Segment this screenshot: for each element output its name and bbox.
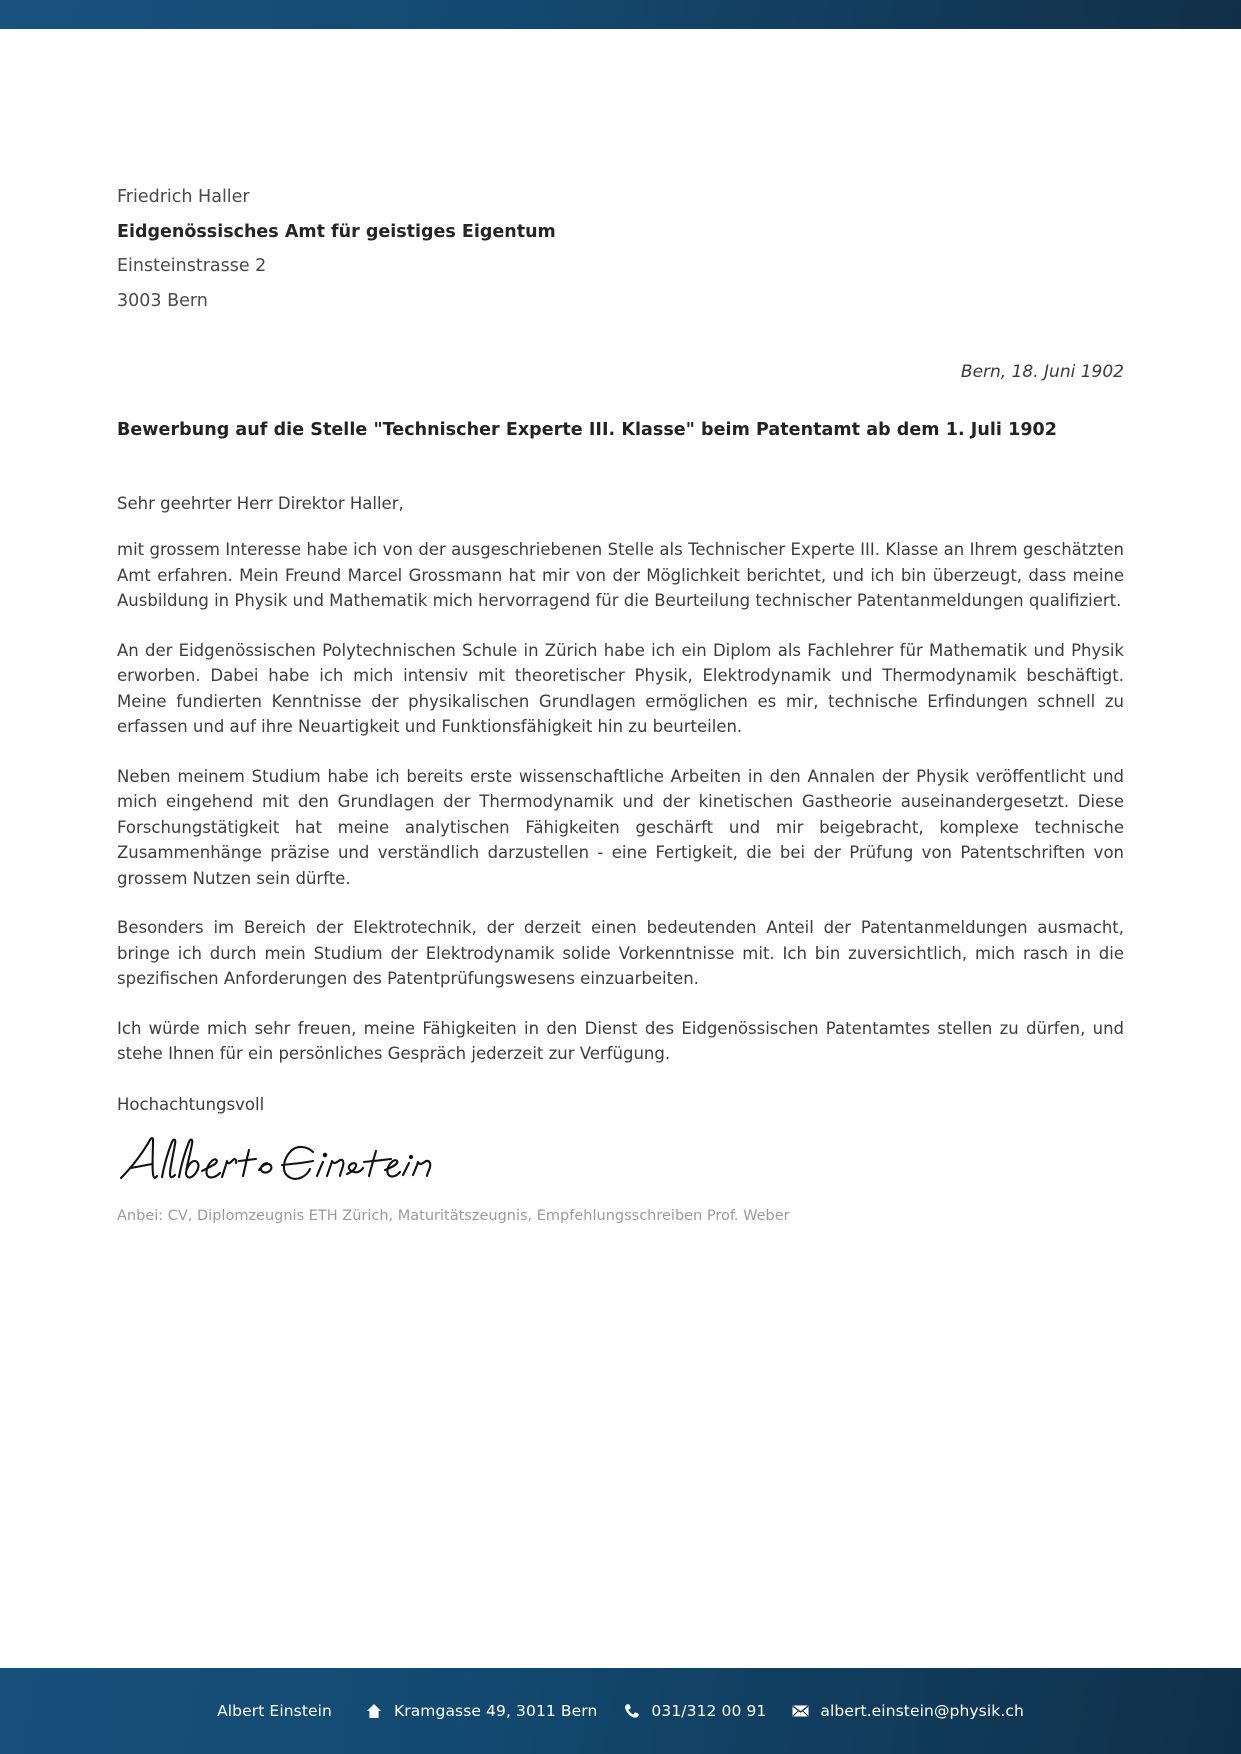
footer-address-text: Kramgasse 49, 3011 Bern <box>393 1702 598 1720</box>
recipient-street: Einsteinstrasse 2 <box>117 256 267 276</box>
enclosures-line: Anbei: CV, Diplomzeugnis ETH Zürich, Maturitätszeugnis, Empfehlungsschreiben Prof. Weber <box>117 1207 790 1224</box>
letter-sheet <box>0 29 1241 1668</box>
recipient-city: 3003 Bern <box>117 290 208 311</box>
recipient-address-block <box>117 29 1124 318</box>
footer-email-item <box>792 1702 1024 1720</box>
footer-sender-name: Albert Einstein <box>217 1702 332 1720</box>
body-paragraph: Ich würde mich sehr freuen, meine Fähigkeiten in den Dienst des Eidgenössischen Patentamtes stellen zu dürfen, und stehe Ihnen für ein persönliches Gespräch jederzeit zur Verfügung. <box>117 1018 1124 1063</box>
body-paragraph: mit grossem Interesse habe ich von der ausgeschriebenen Stelle als Technischer Experte III. Klasse an Ihrem geschätzten Amt erfahren. Mein Freund Marcel Grossmann hat mir von der Möglichkeit berichtet, und ich bin überzeugt, dass meine Ausbildung in Physik und Mathematik mich hervorragend für die Beurteilung technischer Patentanmeldungen qualifiziert. <box>117 540 1124 610</box>
handwritten-signature-icon <box>117 1130 437 1192</box>
footer-contact-bar <box>0 1668 1241 1754</box>
salutation: Sehr geehrter Herr Direktor Haller, <box>117 494 404 513</box>
phone-icon <box>623 1703 640 1720</box>
header-accent-bar <box>0 0 1241 29</box>
recipient-organisation: Eidgenössisches Amt für geistiges Eigentum <box>117 221 556 242</box>
footer-address-item <box>366 1702 597 1720</box>
body-paragraph: Neben meinem Studium habe ich bereits erste wissenschaftliche Arbeiten in den Annalen der Physik veröffentlicht und mich eingehend mit den Grundlagen der Thermodynamik und der kinetischen Gastheorie auseinandergesetzt. Diese Forschungstätigkeit hat meine analytischen Fähigkeiten geschärft und mir beigebracht, komplexe technische Zusammenhänge präzise und verständlich darzustellen - eine Fertigkeit, die bei der Prüfung von Patentschriften von grossem Nutzen sein dürfte. <box>117 766 1124 888</box>
footer-email-text: albert.einstein@physik.ch <box>820 1702 1024 1720</box>
recipient-person: Friedrich Haller <box>117 187 250 207</box>
body-paragraph: An der Eidgenössischen Polytechnischen Schule in Zürich habe ich ein Diplom als Fachlehrer für Mathematik und Physik erworben. Dabei habe ich mich intensiv mit theoretischer Physik, Elektrodynamik und Thermodynamik beschäftigt. Meine fundierten Kenntnisse der physikalischen Grundlagen ermöglichen es mir, technische Erfindungen schnell zu erfassen und auf ihre Neuartigkeit und Funktionsfähigkeit hin zu beurteilen. <box>117 640 1124 736</box>
envelope-icon <box>792 1703 809 1720</box>
footer-phone-text: 031/312 00 91 <box>651 1702 767 1720</box>
closing-line: Hochachtungsvoll <box>117 1094 265 1114</box>
date-line: Bern, 18. Juni 1902 <box>960 362 1124 382</box>
home-icon <box>366 1703 383 1720</box>
subject-line: Bewerbung auf die Stelle "Technischer Experte III. Klasse" beim Patentamt ab dem 1. Juli 1902 <box>117 420 1058 440</box>
body-paragraph: Besonders im Bereich der Elektrotechnik, der derzeit einen bedeutenden Anteil der Patentanmeldungen ausmacht, bringe ich durch mein Studium der Elektrodynamik solide Vorkenntnisse mit. Ich bin zuversichtlich, mich rasch in die spezifischen Anforderungen des Patentprüfungswesens einzuarbeiten. <box>117 918 1124 988</box>
footer-phone-item <box>623 1702 766 1720</box>
